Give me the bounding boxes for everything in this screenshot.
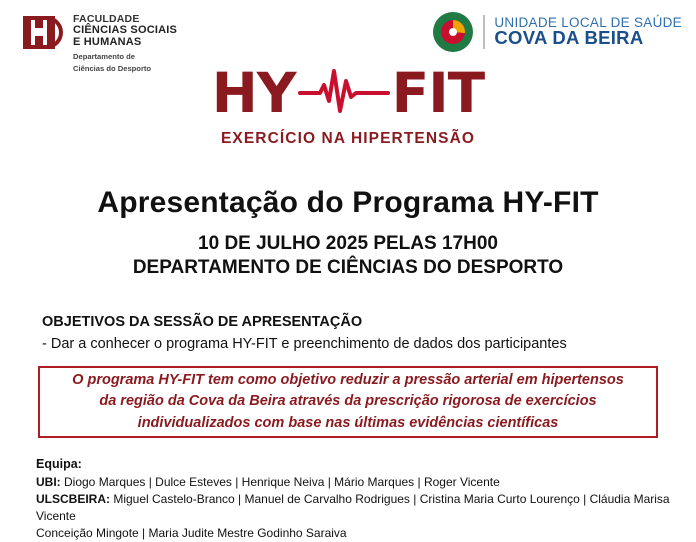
- hyfit-word-right: FIT: [391, 60, 485, 125]
- ubi-line-3: E HUMANAS: [73, 36, 142, 49]
- uls-logo-divider: [483, 15, 485, 49]
- team-ubi-row: [36, 474, 676, 491]
- objectives-item-1: - Dar a conhecer o programa HY-FIT e preenchimento de dados dos participantes: [42, 336, 567, 352]
- hyfit-word-left: HY: [211, 60, 296, 125]
- team-ubi-members: Diogo Marques | Dulce Esteves | Henrique Neiva | Mário Marques | Roger Vicente: [60, 474, 500, 489]
- event-location: DEPARTAMENTO DE CIÊNCIAS DO DESPORTO: [132, 256, 564, 278]
- ubi-department-line-2: Ciências do Desporto: [73, 64, 152, 74]
- team-ubi-label: UBI:: [36, 474, 61, 489]
- hyfit-tagline: EXERCÍCIO NA HIPERTENSÃO: [220, 130, 476, 147]
- team-uls-row: [36, 491, 676, 525]
- uls-logo: [433, 12, 682, 52]
- highlight-line-3: individualizados com base nas últimas evidências científicas: [137, 414, 559, 431]
- ecg-heartbeat-icon: [298, 63, 390, 124]
- page-subtitle: [0, 232, 696, 280]
- highlight-box: [38, 366, 658, 438]
- team-section: [36, 456, 676, 542]
- team-uls-label: ULSCBEIRA:: [36, 491, 110, 506]
- ubi-line-1: FACULDADE: [73, 13, 140, 25]
- uls-line-2: COVA DA BEIRA: [494, 27, 644, 49]
- uls-line-1: UNIDADE LOCAL DE SAÚDE: [494, 14, 682, 30]
- objectives-heading: OBJETIVOS DA SESSÃO DE APRESENTAÇÃO: [42, 314, 363, 330]
- ubi-department-line-1: Departamento de: [73, 52, 136, 62]
- event-datetime: 10 DE JULHO 2025 PELAS 17H00: [198, 233, 498, 254]
- uls-logo-text: [494, 16, 682, 49]
- team-title: Equipa:: [36, 457, 82, 471]
- hyfit-logo: [0, 62, 696, 148]
- ubi-emblem-icon: [22, 14, 66, 54]
- uls-emblem-icon: [433, 12, 473, 52]
- highlight-line-1: O programa HY-FIT tem como objetivo reduzir a pressão arterial em hipertensos: [72, 372, 624, 389]
- team-uls-members-line-2: Conceição Mingote | Maria Judite Mestre Godinho Saraiva: [36, 525, 347, 540]
- team-uls-members-line-1: Miguel Castelo-Branco | Manuel de Carvalho Rodrigues | Cristina Maria Curto Lourenço | Cláudia Marisa Vicente: [36, 491, 670, 523]
- highlight-line-2: da região da Cova da Beira através da prescrição rigorosa de exercícios: [99, 393, 597, 410]
- ubi-line-2: CIÊNCIAS SOCIAIS: [73, 24, 178, 37]
- page-header: [0, 10, 696, 74]
- page-title: Apresentação do Programa HY-FIT: [97, 186, 599, 219]
- hyfit-logo-row: [0, 62, 696, 124]
